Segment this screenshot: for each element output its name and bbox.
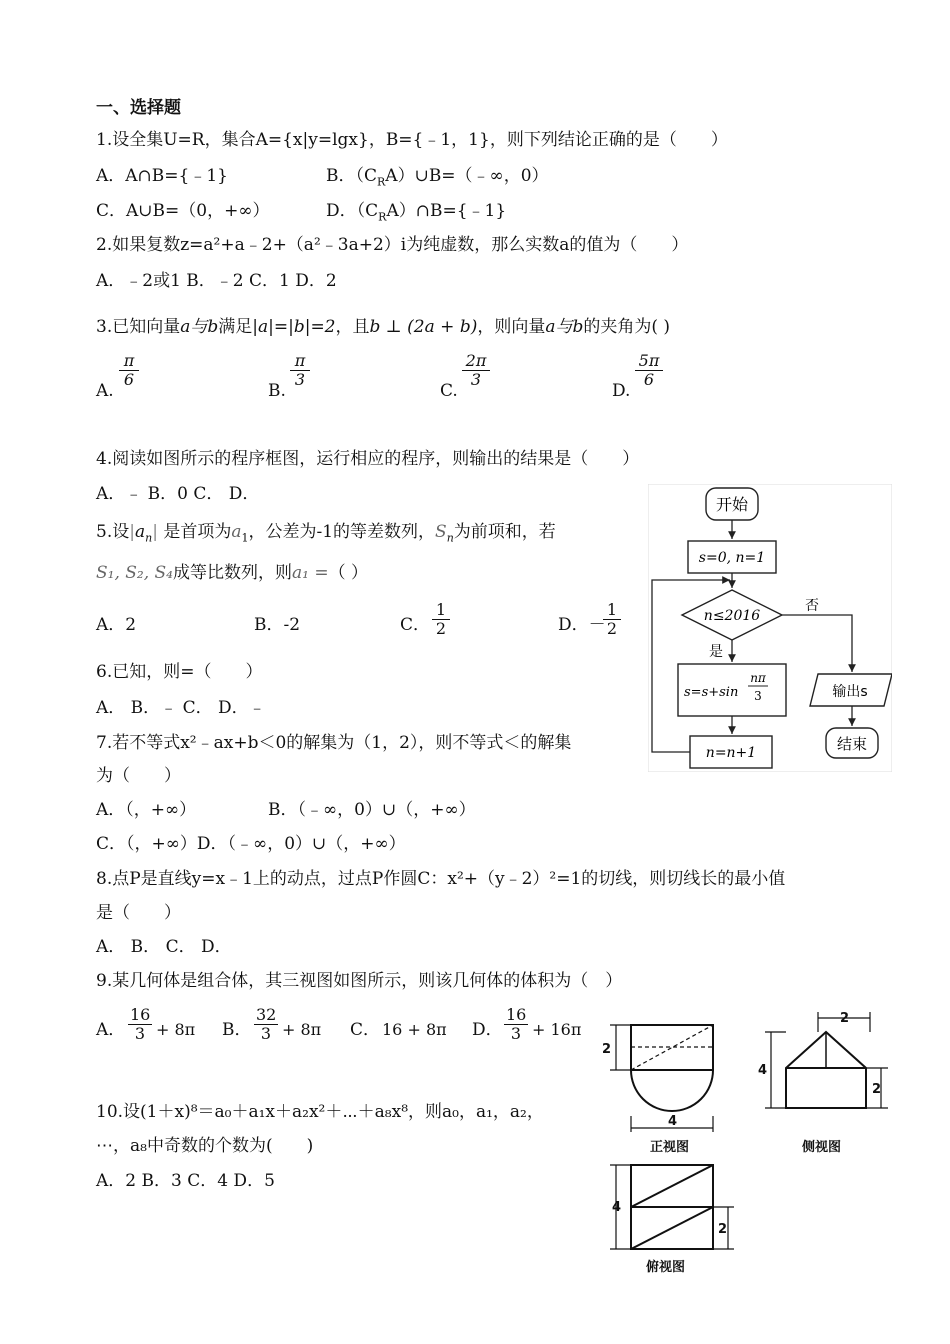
q3-option-a-label: A. <box>96 381 114 401</box>
side-view-height-dim: 4 <box>758 1063 768 1078</box>
section-title: 一、选择题 <box>96 98 181 118</box>
q1-option-c: C．A∪B=（0，+∞） <box>96 201 270 221</box>
q7-stem-line2: 为（ ） <box>96 766 181 786</box>
q9-option-a-tail: + 8π <box>156 1020 196 1039</box>
q9-option-a-fraction: $\frac{16}{3}$ <box>130 1005 151 1043</box>
q5-option-a: A．2 <box>96 615 137 635</box>
q8-stem: 8.点P是直线y=x﹣1上的动点，过点P作圆C：x²+（y﹣2）²=1的切线，则切线长的最小值 <box>96 869 786 889</box>
q5-stem: 5.设$|a_n|$ 是首项为$a_1$，公差为-1的等差数列，$S_n$为前项和，若 <box>96 522 556 545</box>
q9-option-c-label: C． <box>350 1020 381 1040</box>
flowchart-body-text: s=s+sin <box>684 685 739 700</box>
flowchart-start-text: 开始 <box>715 495 749 514</box>
top-view-height-dim: 4 <box>612 1200 622 1215</box>
q9-option-b-tail: + 8π <box>282 1020 322 1039</box>
flowchart-body-numerator: nπ <box>750 671 766 685</box>
q7-stem: 7.若不等式x²﹣ax+b＜0的解集为（1，2），则不等式＜的解集 <box>96 733 572 753</box>
q9-stem: 9.某几何体是组合体，其三视图如图所示，则该几何体的体积为（ ） <box>96 971 623 991</box>
q1-option-d: D．$(C_RA)\cap B=\{﹣1\}$ <box>326 201 507 224</box>
three-views-figure <box>598 1008 894 1278</box>
q5-option-c-label: C． <box>400 615 431 635</box>
front-view-semicircle <box>631 1070 713 1111</box>
front-view-label: 正视图 <box>650 1140 690 1155</box>
flowchart-init-text: s=0, n=1 <box>698 550 766 566</box>
q5-option-b: B．-2 <box>254 615 301 635</box>
flowchart-output-text: 输出s <box>832 684 868 700</box>
q5-option-c-fraction: $\frac{1}{2}$ <box>432 601 450 638</box>
flowchart-decision-text: n≤2016 <box>703 608 761 624</box>
q3-option-c-fraction: $\frac{2\pi}{3}$ <box>462 352 490 389</box>
q9-option-c-expr: 16 + 8π <box>382 1020 447 1039</box>
flowchart-figure <box>648 484 892 772</box>
flowchart-end-text: 结束 <box>836 735 868 753</box>
q2-options: A．﹣2或1 B．﹣2 C．1 D．2 <box>96 271 337 291</box>
q3-stem: 3.已知向量a与b满足|a|=|b|=2，且b ⊥ (2a + b)，则向量a与b的夹角为( ) <box>96 317 671 337</box>
q6-options: A． B．﹣ C． D．﹣ <box>96 698 266 718</box>
q3-option-a-fraction: $\frac{\pi}{6}$ <box>119 352 139 389</box>
flowchart-increment-text: n=n+1 <box>705 745 757 761</box>
q9-option-d-label: D． <box>472 1020 503 1040</box>
q10-stem: 10.设(1＋x)⁸＝a₀＋a₁x＋a₂x²＋⋯＋a₈x⁸，则a₀，a₁，a₂， <box>96 1102 544 1122</box>
q4-stem: 4.阅读如图所示的程序框图，运行相应的程序，则输出的结果是（ ） <box>96 449 640 469</box>
q10-options: A．2 B．3 C．4 D．5 <box>96 1171 275 1191</box>
flowchart-body-denominator: 3 <box>754 689 762 703</box>
q7-option-b: B．（﹣∞，0）∪（，+∞） <box>268 800 476 820</box>
q5-stem-line2: S₁, S₂, S₄成等比数列，则a₁ =（ ） <box>96 563 369 583</box>
q7-option-cd: C．（，+∞）D．（﹣∞，0）∪（，+∞） <box>96 834 406 854</box>
top-view-label: 俯视图 <box>646 1260 686 1275</box>
q8-stem-line2: 是（ ） <box>96 903 181 923</box>
q3-option-d-label: D. <box>612 381 631 401</box>
q2-stem: 2.如果复数z=a²+a﹣2+（a²﹣3a+2）i为纯虚数，那么实数a的值为（ ） <box>96 235 689 255</box>
flowchart-yes-label: 是 <box>709 644 723 660</box>
q1-stem: 1.设全集U=R，集合A={x|y=lgx}，B={﹣1，1}，则下列结论正确的是（ ） <box>96 130 728 150</box>
q3-option-b-fraction: $\frac{\pi}{3}$ <box>290 352 310 389</box>
q9-option-d-tail: + 16π <box>532 1020 582 1039</box>
q6-stem: 6.已知，则=（ ） <box>96 662 263 682</box>
q7-option-a: A．（，+∞） <box>96 800 197 820</box>
q4-options: A．﹣ B．0 C． D． <box>96 484 260 504</box>
q9-option-b-fraction: $\frac{32}{3}$ <box>256 1005 277 1043</box>
side-view-label: 侧视图 <box>802 1140 842 1155</box>
side-view-top-dim: 2 <box>840 1011 850 1026</box>
q5-option-d-label: D．－ <box>558 615 606 635</box>
q3-option-c-label: C. <box>440 381 458 401</box>
flowchart-no-label: 否 <box>805 598 819 614</box>
q1-option-b: B．$(C_RA)\cup B=(﹣\infty$，0） <box>326 166 549 189</box>
q5-option-d-fraction: $\frac{1}{2}$ <box>603 601 621 638</box>
q9-option-b-label: B． <box>222 1020 252 1040</box>
front-view-height-dim: 2 <box>602 1042 612 1057</box>
q3-option-b-label: B. <box>268 381 286 401</box>
q3-option-d-fraction: $\frac{5\pi}{6}$ <box>635 352 663 389</box>
q8-options: A． B． C． D． <box>96 937 232 957</box>
q9-option-a-label: A． <box>96 1020 126 1040</box>
front-view-width-dim: 4 <box>668 1114 678 1129</box>
q10-stem-line2: ⋯，a₈中奇数的个数为( ) <box>96 1136 314 1156</box>
top-view-right-dim: 2 <box>718 1222 728 1237</box>
q9-option-d-fraction: $\frac{16}{3}$ <box>506 1005 527 1043</box>
side-view-right-dim: 2 <box>872 1082 882 1097</box>
q1-option-a: A．A∩B={﹣1} <box>96 166 228 186</box>
